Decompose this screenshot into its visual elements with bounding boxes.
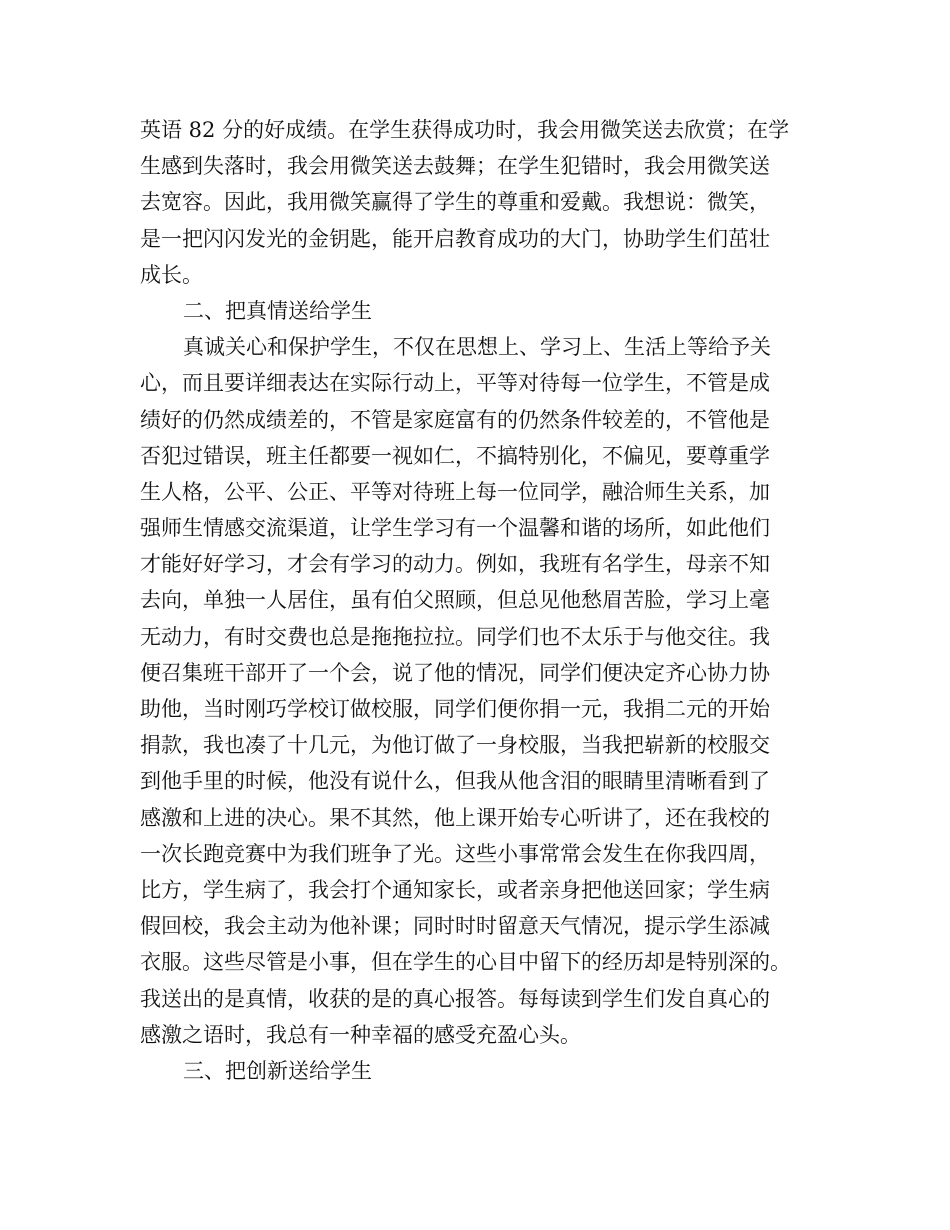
text-line: 一次长跑竞赛中为我们班争了光。这些小事常常会发生在你我四周， bbox=[140, 841, 770, 866]
text-line: 强师生情感交流渠道，让学生学习有一个温馨和谐的场所，如此他们 bbox=[140, 516, 770, 541]
text-line: 我送出的是真情，收获的是的真心报答。每每读到学生们发自真心的 bbox=[140, 986, 770, 1011]
text-line: 生感到失落时，我会用微笑送去鼓舞；在学生犯错时，我会用微笑送 bbox=[140, 154, 770, 179]
text-line: 到他手里的时候，他没有说什么，但我从他含泪的眼睛里清晰看到了 bbox=[140, 769, 770, 794]
text-line: 无动力，有时交费也总是拖拖拉拉。同学们也不太乐于与他交往。我 bbox=[140, 624, 770, 649]
text-line: 心，而且要详细表达在实际行动上，平等对待每一位学生，不管是成 bbox=[140, 371, 770, 396]
text-line: 成长。 bbox=[140, 262, 203, 287]
section-heading: 三、把创新送给学生 bbox=[183, 1058, 372, 1083]
text-line: 感激和上进的决心。果不其然，他上课开始专心听讲了，还在我校的 bbox=[140, 805, 770, 830]
text-line: 去宽容。因此，我用微笑赢得了学生的尊重和爱戴。我想说：微笑， bbox=[140, 190, 770, 215]
text-line: 否犯过错误，班主任都要一视如仁，不搞特别化，不偏见，要尊重学 bbox=[140, 443, 770, 468]
text-line: 假回校，我会主动为他补课；同时时时留意天气情况，提示学生添减 bbox=[140, 914, 770, 939]
text-line: 感激之语时，我总有一种幸福的感受充盈心头。 bbox=[140, 1022, 581, 1047]
paragraph-first-line: 真诚关心和保护学生，不仅在思想上、学习上、生活上等给予关 bbox=[183, 335, 771, 360]
section-heading: 二、把真情送给学生 bbox=[183, 298, 372, 323]
text-line: 绩好的仍然成绩差的，不管是家庭富有的仍然条件较差的，不管他是 bbox=[140, 407, 770, 432]
text-line: 是一把闪闪发光的金钥匙，能开启教育成功的大门，协助学生们茁壮 bbox=[140, 226, 770, 251]
text-line: 才能好好学习，才会有学习的动力。例如，我班有名学生，母亲不知 bbox=[140, 552, 770, 577]
body-text bbox=[140, 112, 840, 1089]
text-line: 去向，单独一人居住，虽有伯父照顾，但总见他愁眉苦脸，学习上毫 bbox=[140, 588, 770, 613]
text-line: 比方，学生病了，我会打个通知家长，或者亲身把他送回家；学生病 bbox=[140, 877, 770, 902]
text-line: 便召集班干部开了一个会，说了他的情况，同学们便决定齐心协力协 bbox=[140, 660, 770, 685]
text-line: 衣服。这些尽管是小事，但在学生的心目中留下的经历却是特别深的。 bbox=[140, 950, 791, 975]
text-line: 助他，当时刚巧学校订做校服，同学们便你捐一元，我捐二元的开始 bbox=[140, 697, 770, 721]
text-line: 捐款，我也凑了十几元，为他订做了一身校服，当我把崭新的校服交 bbox=[140, 733, 770, 758]
text-line: 英语 82 分的好成绩。在学生获得成功时，我会用微笑送去欣赏；在学 bbox=[140, 118, 790, 142]
text-line: 生人格，公平、公正、平等对待班上每一位同学，融洽师生关系，加 bbox=[140, 479, 770, 504]
